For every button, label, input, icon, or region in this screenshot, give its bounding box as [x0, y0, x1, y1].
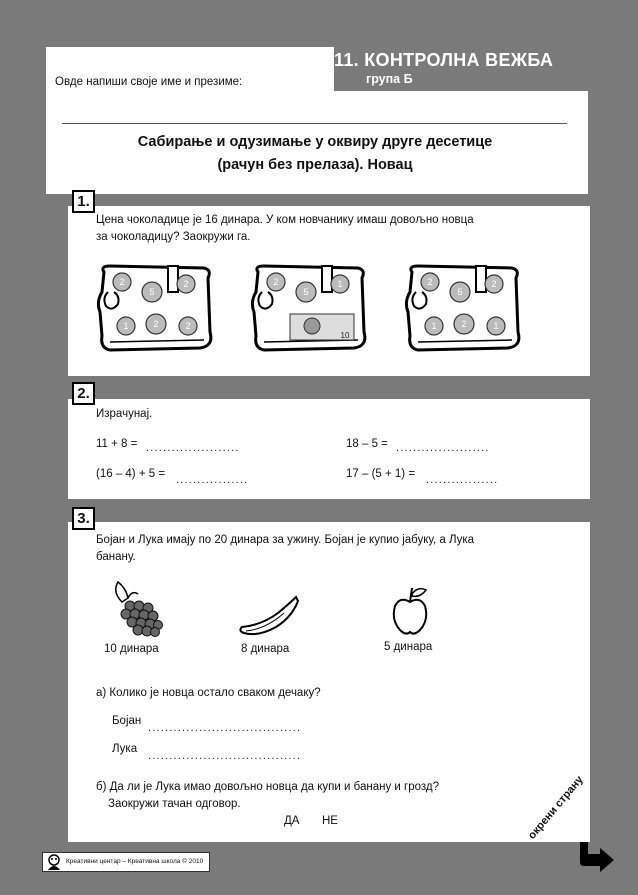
grapes-icon	[108, 580, 164, 638]
question-b-line1: б) Да ли је Лука имао довољно новца да купи и банану и грозд?	[96, 781, 440, 793]
wallet3-coin: 2	[427, 277, 433, 287]
banana-icon	[238, 595, 302, 637]
answer-yes[interactable]: ДА	[284, 815, 300, 827]
wallet2-banknote: 10	[340, 331, 350, 340]
wallet3-coin: 2	[491, 279, 497, 289]
wallet-3-icon[interactable]	[404, 262, 524, 354]
wallet2-coin: 2	[273, 277, 279, 287]
answer-line-3[interactable]: .................	[176, 474, 249, 486]
wallet-1-icon[interactable]	[96, 262, 216, 354]
answer-no[interactable]: НЕ	[322, 815, 338, 827]
wallet1-coin: 2	[153, 319, 159, 329]
wallet3-coin: 1	[431, 321, 437, 331]
apple-icon	[392, 584, 428, 638]
wallet2-coin: 5	[303, 287, 309, 297]
task2-expr-2: 18 – 5 =	[346, 438, 388, 450]
wallet1-coin: 5	[149, 287, 155, 297]
task3-text-line1: Бојан и Лука имају по 20 динара за ужину. Бојан је купио јабуку, а Лука	[96, 534, 475, 546]
task1-text-line2: за чоколадицу? Заокружи га.	[96, 231, 251, 243]
turn-page-arrow-icon[interactable]	[576, 838, 616, 874]
name-line[interactable]	[62, 123, 567, 124]
price-banana: 8 динара	[241, 643, 290, 655]
turn-page-label: окрени страну	[526, 773, 586, 842]
task1-text-line1: Цена чоколадице је 16 динара. У ком новчанику имаш довољно новца	[96, 214, 474, 226]
wallet3-coin: 2	[461, 319, 467, 329]
name-luka: Лука	[112, 743, 138, 755]
answer-line-bojan[interactable]: ....................................	[148, 722, 302, 734]
wallet3-coin: 1	[493, 321, 499, 331]
answer-line-2[interactable]: ......................	[396, 442, 490, 454]
task3-text-line2: банану.	[96, 551, 136, 563]
wallet1-coin: 2	[183, 279, 189, 289]
footer-copyright: Креативни центар – Креативна школа © 2010	[66, 858, 204, 865]
wallet1-coin: 2	[185, 321, 191, 331]
task2-expr-3: (16 – 4) + 5 =	[96, 468, 166, 480]
question-a: а) Колико је новца остало сваком дечаку?	[96, 687, 321, 699]
task2-expr-1: 11 + 8 =	[96, 438, 138, 450]
answer-line-1[interactable]: ......................	[146, 442, 240, 454]
wallet-2-icon[interactable]	[250, 262, 370, 354]
subtitle-line2: (рачун без прелаза). Новац	[217, 157, 413, 173]
price-apple: 5 динара	[384, 641, 433, 653]
name-prompt: Овде напиши своје име и презиме:	[55, 76, 243, 88]
subtitle-line1: Сабирање и одузимање у оквиру друге десетице	[137, 134, 493, 150]
publisher-logo-icon	[44, 852, 64, 872]
task2-expr-4: 17 – (5 + 1) =	[346, 468, 416, 480]
price-grapes: 10 динара	[104, 643, 159, 655]
task3-number: 3.	[72, 507, 95, 530]
answer-line-4[interactable]: .................	[426, 474, 499, 486]
name-bojan: Бојан	[112, 715, 142, 727]
worksheet-title: 11. КОНТРОЛНА ВЕЖБА	[334, 50, 554, 70]
wallet2-coin: 1	[337, 279, 343, 289]
question-b-line2: Заокружи тачан одговор.	[108, 798, 241, 810]
task2-instruction: Израчунај.	[96, 408, 153, 420]
wallet3-coin: 5	[457, 287, 463, 297]
wallet1-coin: 1	[123, 321, 129, 331]
wallet1-coin: 2	[119, 277, 125, 287]
group-label: група Б	[366, 72, 413, 86]
task1-number: 1.	[72, 190, 95, 213]
answer-line-luka[interactable]: ....................................	[148, 750, 302, 762]
task2-number: 2.	[72, 382, 95, 405]
